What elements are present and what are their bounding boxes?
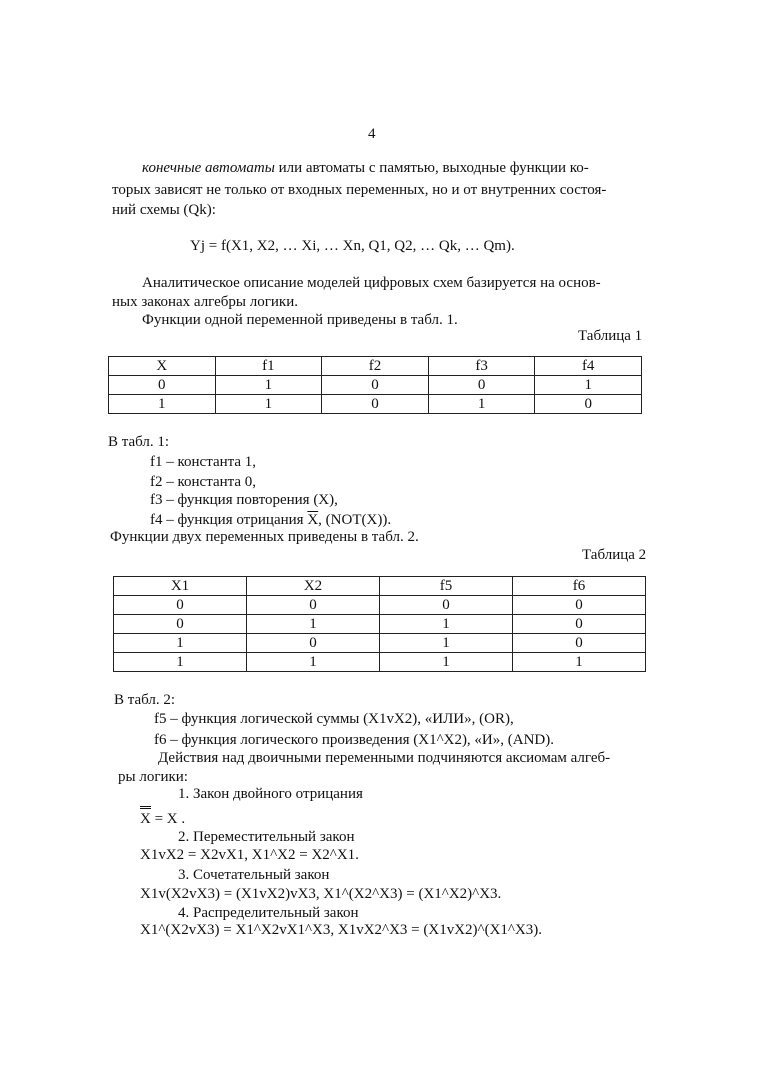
table1-header-row [109,357,642,376]
law-3-formula: X1v(X2vX3) = (X1vX2)vX3, X1^(X2^X3) = (X1^X2)^X3. [140,886,502,902]
double-negated-x [140,806,151,829]
table-cell: 0 [322,376,429,395]
table-cell: 0 [535,395,642,414]
intro-line-1 [142,158,589,178]
law-2-formula: X1vX2 = X2vX1, X1^X2 = X2^X1. [140,847,359,863]
main-formula: Yj = f(X1, X2, … Xi, … Xn, Q1, Q2, … Qk, … Qm). [190,238,515,254]
table1-note-f2: f2 – константа 0, [150,474,257,490]
table2-intro: Функции двух переменных приведены в табл. 2. [110,529,419,545]
table2-caption: Таблица 2 [582,547,647,563]
table-cell: 1 [247,653,380,672]
law-3-title: 3. Сочетательный закон [178,867,330,883]
table-cell: 0 [513,634,646,653]
analytic-line-2: ных законах алгебры логики. [112,294,298,310]
table-cell: 0 [322,395,429,414]
note-f4-prefix: f4 – функция отрицания [150,512,308,528]
table2-notes-heading: В табл. 2: [114,692,176,708]
table-2 [113,576,646,672]
intro-line-3: ний схемы (Qk): [112,202,216,218]
table-cell: 1 [215,395,322,414]
table-cell: 0 [109,376,216,395]
table-cell: 0 [247,596,380,615]
note-f4-negated-x: $\overline{X}$ [307,512,319,528]
law-1-formula-rest: = X . [150,811,186,827]
table-cell: 1 [109,395,216,414]
table-cell: 0 [428,376,535,395]
table-cell: 1 [114,653,247,672]
law-1-title: 1. Закон двойного отрицания [178,786,363,802]
table1-header-cell: X [109,357,216,376]
table-cell: 1 [380,653,513,672]
table2-header-cell: f6 [513,577,646,596]
table1-header-cell: f3 [428,357,535,376]
law-4-title: 4. Распределительный закон [178,905,359,921]
table-cell: 0 [513,615,646,634]
table2-header-cell: X1 [114,577,247,596]
law-1-formula [140,806,185,829]
intro-line-2: торых зависят не только от входных переменных, но и от внутренних состоя- [112,182,607,198]
law-4-formula: X1^(X2vX3) = X1^X2vX1^X3, X1vX2^X3 = (X1vX2)^(X1^X3). [140,922,543,938]
table-row [109,395,642,414]
table1-intro: Функции одной переменной приведены в табл. 1. [142,312,458,328]
table2-header-cell: f5 [380,577,513,596]
table2-header-row [114,577,646,596]
table1-header-cell: f1 [215,357,322,376]
table-cell: 1 [380,615,513,634]
law-2-title: 2. Переместительный закон [178,829,355,845]
table1-note-f3: f3 – функция повторения (X), [150,492,338,508]
table-cell: 1 [513,653,646,672]
intro-italic-term: конечные автоматы [142,160,275,176]
table-row [114,615,646,634]
table-row [114,653,646,672]
axioms-line-2: ры логики: [118,769,188,785]
table1-caption: Таблица 1 [578,328,643,344]
intro-line-1-rest: или автоматы с памятью, выходные функции ко- [274,160,589,176]
table-row [114,634,646,653]
double-negated-x-letter: X [140,808,151,829]
table-cell: 0 [247,634,380,653]
table-1 [108,356,642,414]
axioms-line-1: Действия над двоичными переменными подчиняются аксиомам алгеб- [158,750,611,766]
analytic-line-1: Аналитическое описание моделей цифровых схем базируется на основ- [142,275,601,291]
table-cell: 1 [380,634,513,653]
table2-note-f6: f6 – функция логического произведения (X1^X2), «И», (AND). [154,732,555,748]
page-number: 4 [368,126,376,142]
table-cell: 1 [428,395,535,414]
note-f4-suffix: , (NOT(X)). [318,512,392,528]
table1-note-f1: f1 – константа 1, [150,454,257,470]
table-cell: 1 [215,376,322,395]
table-cell: 0 [513,596,646,615]
table-row [114,596,646,615]
table2-note-f5: f5 – функция логической суммы (X1vX2), «ИЛИ», (OR), [154,711,514,727]
table-cell: 0 [380,596,513,615]
table-row [109,376,642,395]
table-cell: 1 [114,634,247,653]
table-cell: 1 [247,615,380,634]
table-cell: 0 [114,615,247,634]
table1-notes-heading: В табл. 1: [108,434,170,450]
table1-header-cell: f2 [322,357,429,376]
table2-header-cell: X2 [247,577,380,596]
table-cell: 1 [535,376,642,395]
table1-header-cell: f4 [535,357,642,376]
table-cell: 0 [114,596,247,615]
